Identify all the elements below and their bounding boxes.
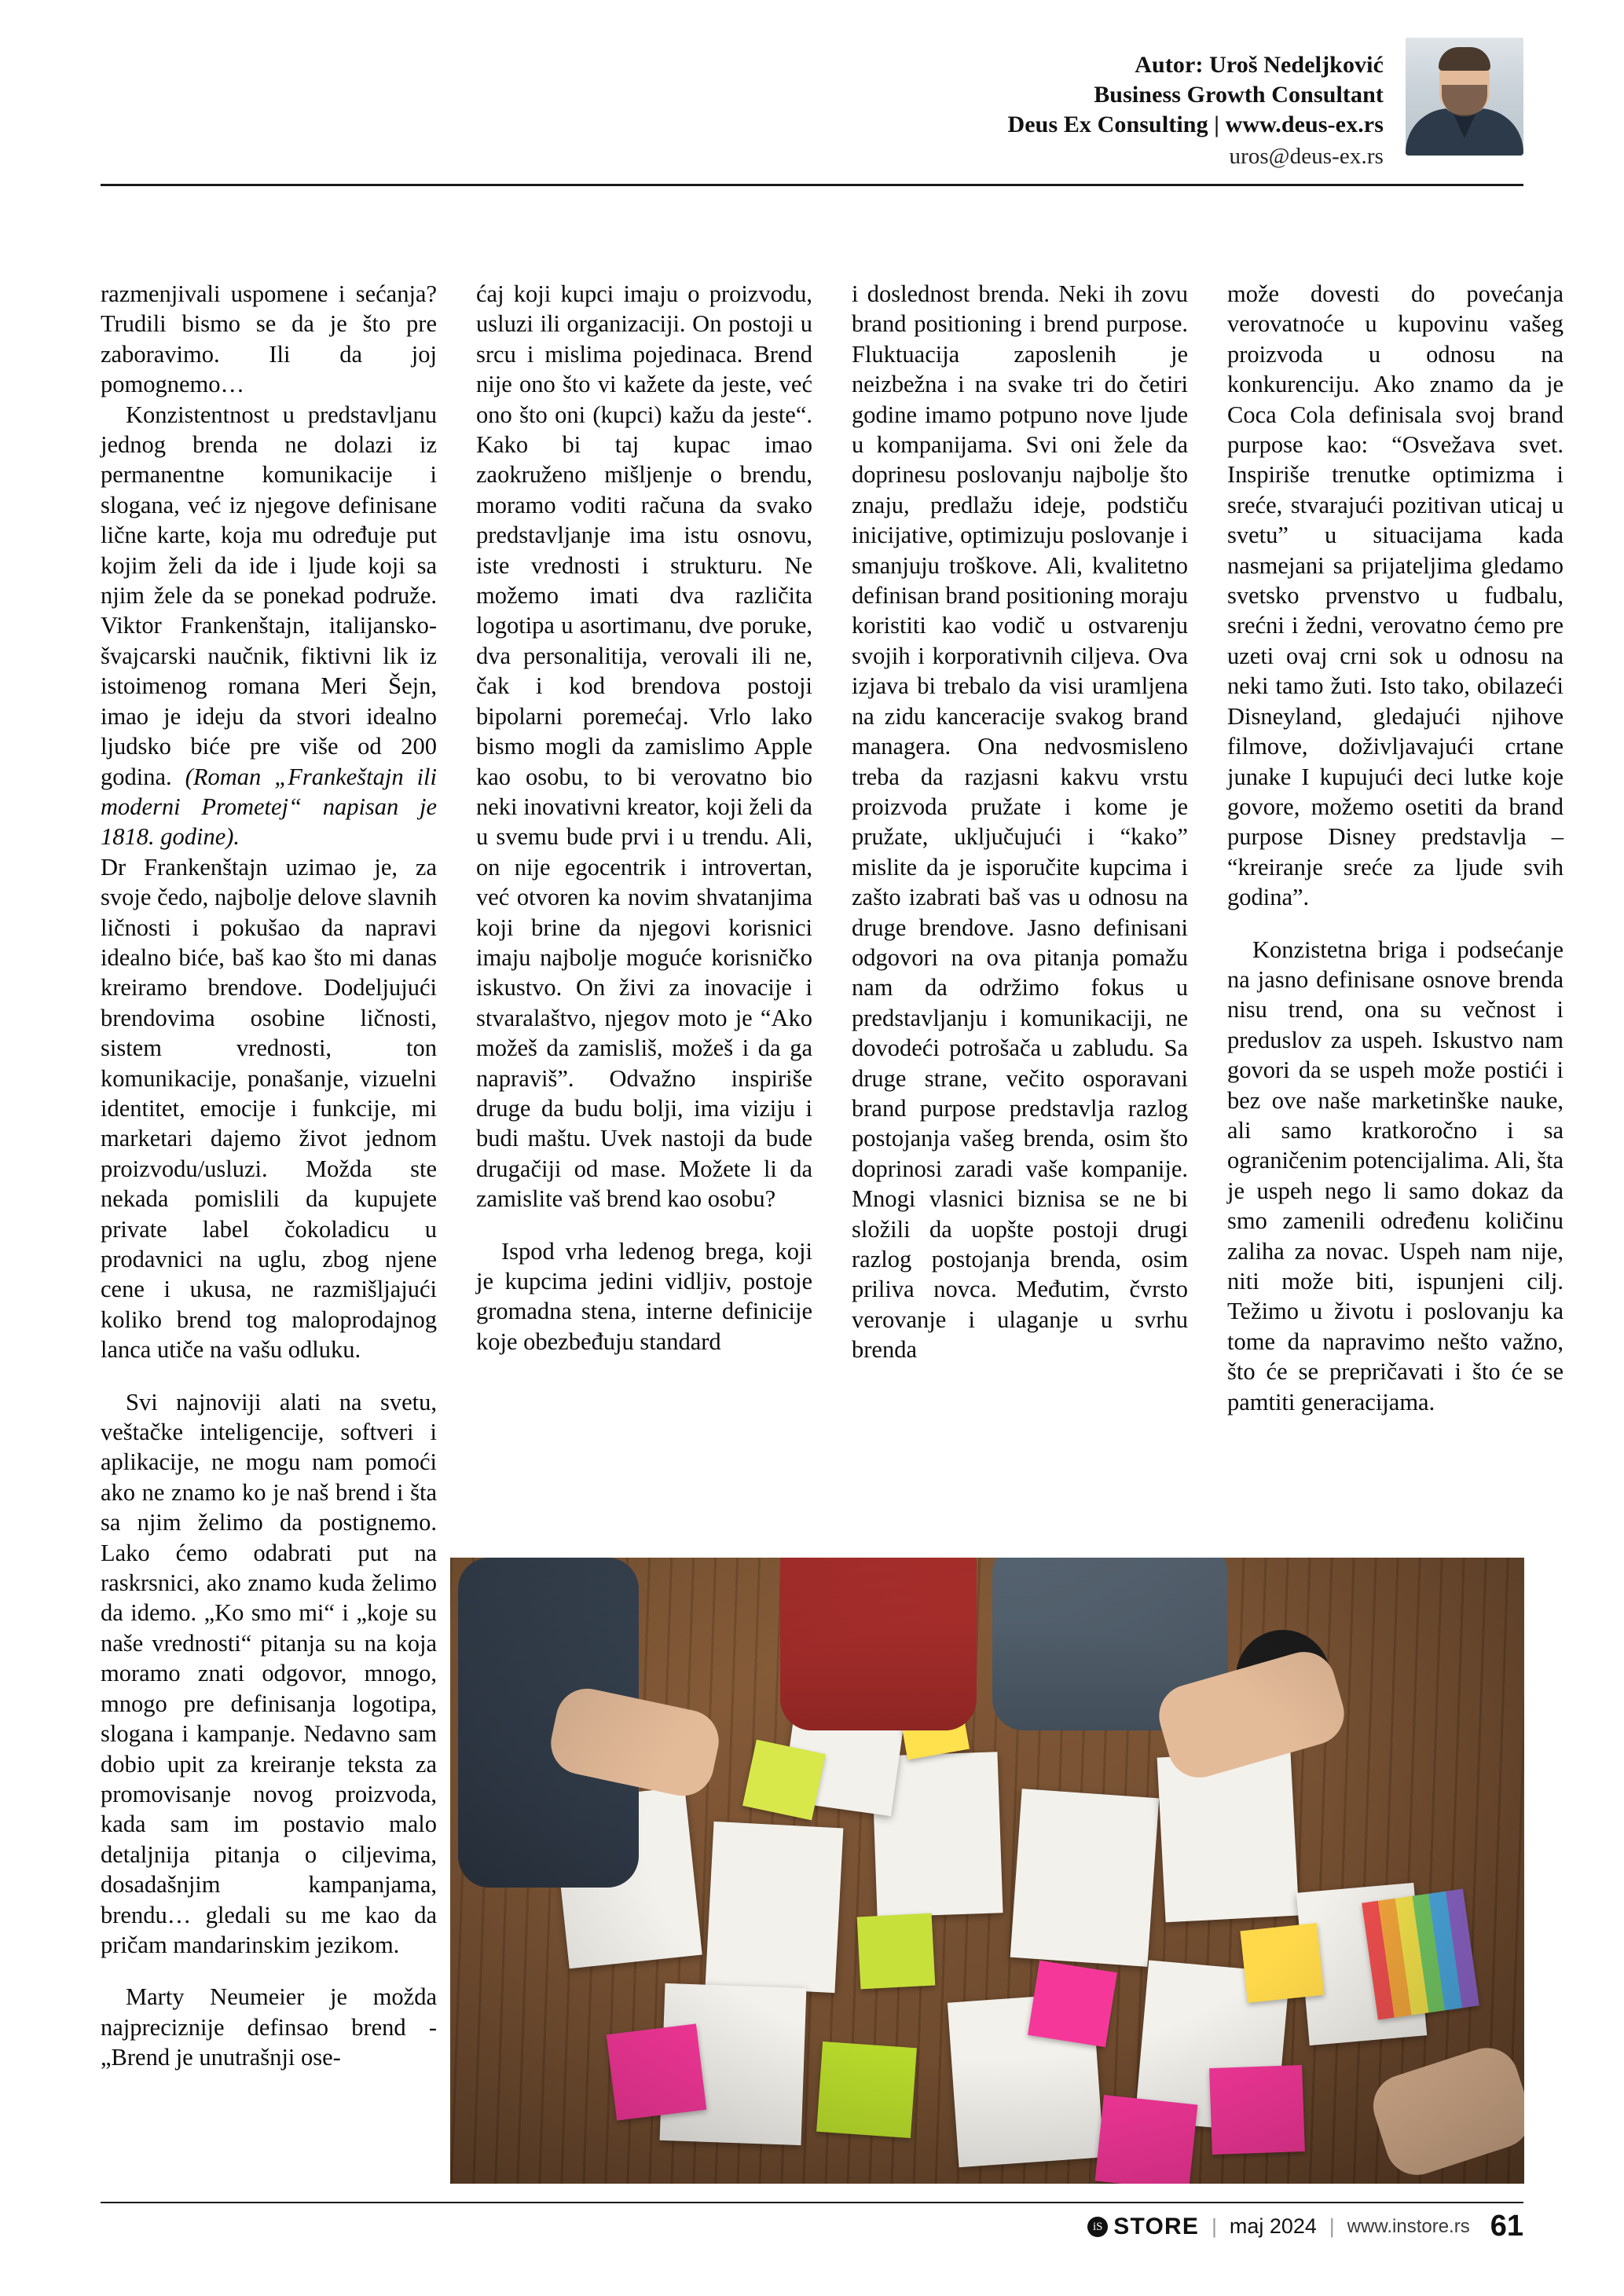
article-column-1	[101, 279, 437, 2073]
author-email: uros@deus-ex.rs	[1229, 144, 1384, 169]
footer-issue-date: maj 2024	[1229, 2214, 1317, 2238]
paragraph: Svi najnoviji alati na svetu, veštačke inteligencije, softveri i aplikacije, ne mogu nam pomoći ako ne znamo ko je naš brend i šta sa njim želimo da postignemo. Lako ćemo odabrati put na raskrsnici, ako znamo kuda želimo da idemo. „Ko smo mi“ i „koje su naše vrednosti“ pitanja su na koja moramo znati odgovor, mnogo, mnogo pre definisanja logotipa, slogana i kampanje. Nedavno sam dobio upit za kreiranje teksta za promovisanje novog proizvoda, kada sam im postavio malo detaljnija pitanja o ciljevima, dosadašnjim kampanjama, brendu… gledali su me kao da pričam mandarinskim jezikom.	[101, 1388, 437, 1958]
paragraph: ćaj koji kupci imaju o proizvodu, usluzi ili organizaciji. On postoji u srcu i mislima pojedinaca. Brend nije ono što vi kažete da jeste, već ono što oni (kupci) kažu da jeste“. Kako bi taj kupac imao zaokruženo mišljenje o brendu, moramo voditi računa da svako predstavljanje ima istu osnovu, iste vrednosti i strukturu. Ne možemo imati dva različita logotipa u asortimanu, dve poruke, dva personalitija, verovali ili ne, čak i kod brendova postoji bipolarni poremećaj. Vrlo lako bismo mogli da zamislimo Apple kao osobu, to bi verovatno bio neki inovativni kreator, koji želi da u svemu bude prvi i u trendu. Ali, on nije egocentrik i introvertan, već otvoren ka novim shvatanjima koji brine da njegovi korisnici imaju najbolje moguće korisničko iskustvo. On živi za inovacije i stvaralaštvo, njegov moto je “Ako možeš da zamisliš, možeš i da ga napraviš”. Odvažno inspiriše druge da budu bolji, ima viziju i budi maštu. Uvek nastoji da bude drugačiji od mase. Možete li da zamislite vaš brend kao osobu?	[476, 280, 812, 1213]
article-photo	[450, 1558, 1524, 2184]
author-block	[1007, 38, 1523, 173]
photo-vignette	[450, 1558, 1524, 2184]
paragraph: Ispod vrha ledenog brega, koji je kupcima jedini vidljiv, postoje gromadna stena, interne definicije koje obezbeđuju standard	[476, 1237, 812, 1355]
footer-separator: |	[1329, 2214, 1335, 2238]
footer-content	[1087, 2210, 1523, 2243]
paragraph-text: Konzistentnost u predstavljanu jednog brenda ne dolazi iz permanentne komunikacije i slogana, već iz njegove definisane lične karte, koja mu određuje put kojim želi da ide i ljude koji sa njim žele da se ponekad podruže. Viktor Frankenštajn, italijansko-švajcarski naučnik, fiktivni lik iz istoimenog romana Meri Šejn, imao je ideju da stvori idealno ljudsko biće pre više od 200 godina.	[101, 401, 437, 790]
paragraph-italic-note: (Roman „Frankeštajn ili moderni Prometej“ napisan je 1818. godine).	[101, 763, 438, 851]
page-header	[0, 0, 1624, 189]
instore-logo-mark: iS	[1087, 2217, 1108, 2237]
paragraph: Konzistetna briga i podsećanje na jasno definisane osnove brenda nisu trend, ona su večnost i preduslov za uspeh. Iskustvo nam govori da se uspeh može postići i bez ove naše marketinške nauke, ali samo kratkoročno i sa ograničenim potencijalima. Ali, šta je uspeh nego li samo dokaz da smo zamenili određenu količinu zaliha za novac. Uspeh nam nije, niti može biti, ispunjeni cilj. Težimo u životu i poslovanju ka tome da napravimo nešto važno, što će se prepričavati i što će se pamtiti generacijama.	[1227, 936, 1564, 1415]
page-footer	[101, 2202, 1523, 2243]
portrait-hair	[1439, 47, 1490, 71]
paragraph: Marty Neumeier je možda najpreciznije definsao brend - „Brend je unutrašnji ose-	[101, 1983, 437, 2071]
header-divider	[101, 184, 1523, 186]
footer-website[interactable]: www.instore.rs	[1347, 2215, 1470, 2237]
footer-divider	[101, 2202, 1523, 2203]
author-portrait	[1406, 38, 1523, 156]
paragraph: Dr Frankenštajn uzimao je, za svoje čedo, najbolje delove slavnih ličnosti i pokušao da napravi idealno biće, baš kao što mi danas kreiramo brendove. Dodeljujući brendovima osobine ličnosti, sistem vrednosti, ton komunikacije, ponašanje, vizuelni identitet, emocije i funkcije, mi marketari dajemo život jednom proizvodu/usluzi. Možda ste nekada pomislili da kupujete private label čokoladicu u prodavnici na uglu, zbog njene cene i ukusa, ne razmišljajući koliko brend tog maloprodajnog lanca utiče na vašu odluku.	[101, 853, 437, 1364]
author-name: Autor: Uroš Nedeljković	[1135, 52, 1384, 78]
paragraph: razmenjivali uspomene i sećanja? Trudili bismo se da je što pre zaboravimo. Ili da joj pomognemo…	[101, 280, 437, 398]
author-role: Business Growth Consultant	[1094, 82, 1384, 108]
footer-separator: |	[1212, 2214, 1217, 2238]
page-number: 61	[1490, 2210, 1523, 2243]
instore-logo-word: STORE	[1113, 2213, 1200, 2239]
paragraph: i doslednost brenda. Neki ih zovu brand positioning i brend purpose. Fluktuacija zaposlenih je neizbežna i na svake tri do četiri godine imamo potpuno nove ljude u kompanijama. Svi oni žele da doprinesu poslovanju najbolje što znaju, predlažu ideje, podstiču inicijative, optimizuju poslovanje i smanjuju troškove. Ali, kvalitetno definisan brand positioning moraju koristiti kao vodič u ostvarenju svojih i korporativnih ciljeva. Ova izjava bi trebalo da visi uramljena na zidu kanceracije svakog brand managera. Ona nedvosmisleno treba da razjasni kakvu vrstu proizvoda pružate i kome je pružate, uključujući i “kako” mislite da je isporučite kupcima i zašto izabrati baš vas u odnosu na druge brendove. Jasno definisani odgovori na ova pitanja pomažu nam da održimo fokus u predstavljanju i komunikaciji, ne dovodeći potrošača u zabludu. Sa druge strane, večito osporavani brand purpose predstavlja razlog postojanja vašeg brenda, osim što doprinosi zaradi vaše kompanije. Mnogi vlasnici biznisa se ne bi složili da uopšte postoji drugi razlog postojanja brenda, osim priliva novca. Međutim, čvrsto verovanje i ulaganje u svrhu brenda	[852, 280, 1188, 1364]
author-company: Deus Ex Consulting | www.deus-ex.rs	[1007, 112, 1384, 137]
paragraph	[101, 400, 437, 852]
author-details	[1007, 38, 1406, 173]
paragraph: može dovesti do povećanja verovatnoće u kupovinu vašeg proizvoda u odnosu na konkurenciju. Ako znamo da je Coca Cola definisala svoj brand purpose kao: “Osvežava svet. Inspiriše trenutke optimizma i sreće, stvarajući pozitivan uticaj u svetu” u situacijama kada nasmejani sa prijateljima gledamo svetsko prvenstvo u fudbalu, srećni i žedni, verovatno ćemo pre uzeti ovaj crni sok u odnosu na neki tamo žuti. Isto tako, obilazeći Disneyland, gledajući njihove filmove, doživljavajući crtane junake I kupujući deci lutke koje govore, možemo osetiti da brand purpose Disney predstavlja – “kreiranje sreće za ljude svih godina”.	[1227, 280, 1564, 911]
instore-logo	[1087, 2214, 1199, 2240]
